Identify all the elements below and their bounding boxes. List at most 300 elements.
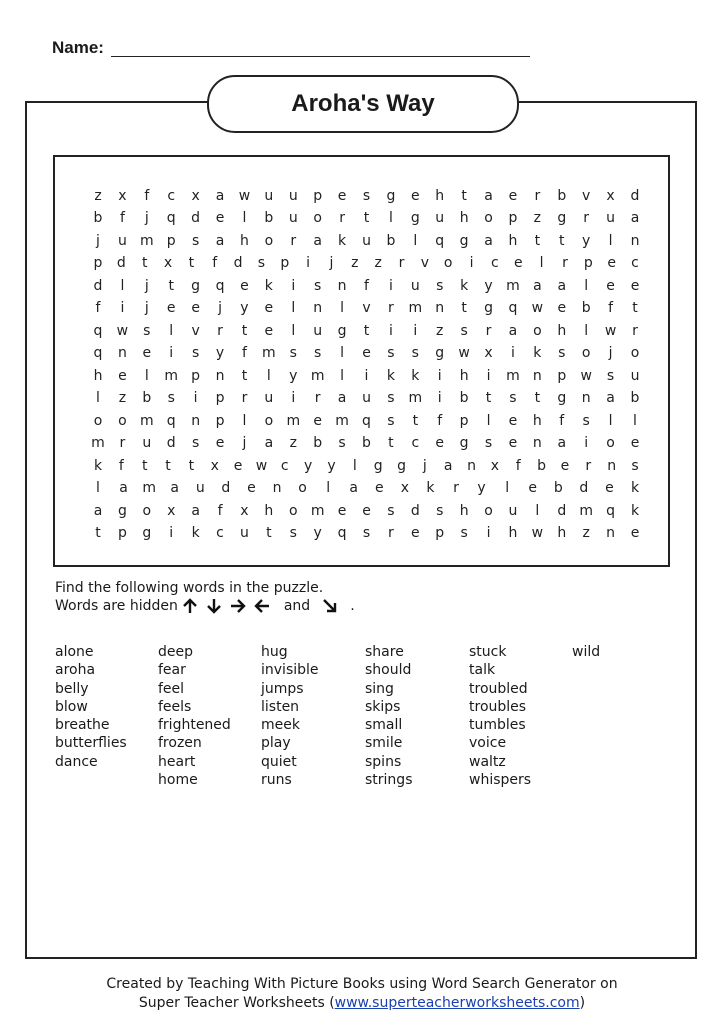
grid-letter[interactable]: e xyxy=(247,480,256,497)
grid-letter[interactable]: z xyxy=(436,322,444,339)
grid-letter[interactable]: i xyxy=(306,255,311,272)
grid-letter[interactable]: x xyxy=(210,457,219,474)
grid-letter[interactable]: c xyxy=(167,188,176,204)
grid-letter[interactable]: s xyxy=(460,525,468,542)
grid-letter[interactable]: s xyxy=(558,345,566,362)
grid-letter[interactable]: e xyxy=(630,435,640,452)
grid-letter[interactable]: u xyxy=(288,210,298,227)
grid-letter[interactable]: z xyxy=(533,210,542,227)
grid-letter[interactable]: m xyxy=(310,502,325,519)
grid-letter[interactable]: b xyxy=(630,390,640,407)
grid-letter[interactable]: s xyxy=(631,457,639,474)
grid-letter[interactable]: a xyxy=(170,480,179,497)
grid-letter[interactable]: k xyxy=(426,480,435,497)
grid-letter[interactable]: i xyxy=(388,277,393,294)
grid-letter[interactable]: o xyxy=(581,345,591,362)
grid-letter[interactable]: s xyxy=(338,435,346,452)
grid-letter[interactable]: g xyxy=(373,457,383,474)
grid-letter[interactable]: u xyxy=(508,502,518,519)
grid-letter[interactable]: a xyxy=(557,277,567,294)
grid-letter[interactable]: f xyxy=(212,255,218,272)
grid-letter[interactable]: b xyxy=(557,188,567,204)
grid-letter[interactable]: c xyxy=(280,457,289,474)
grid-letter[interactable]: e xyxy=(362,345,371,362)
grid-letter[interactable]: n xyxy=(532,367,542,384)
grid-letter[interactable]: e xyxy=(118,367,127,384)
grid-letter[interactable]: o xyxy=(264,412,274,429)
grid-letter[interactable]: m xyxy=(408,300,423,317)
grid-letter[interactable]: a xyxy=(484,232,493,249)
grid-letter[interactable]: o xyxy=(533,322,542,339)
grid-letter[interactable]: r xyxy=(241,390,248,407)
grid-letter[interactable]: j xyxy=(144,277,149,294)
grid-letter[interactable]: g xyxy=(557,390,567,407)
grid-letter[interactable]: n xyxy=(607,457,617,474)
grid-letter[interactable]: j xyxy=(242,435,247,452)
grid-letter[interactable]: h xyxy=(557,322,567,339)
grid-letter[interactable]: o xyxy=(142,502,152,519)
grid-letter[interactable]: l xyxy=(242,412,247,429)
grid-letter[interactable]: d xyxy=(191,210,201,227)
grid-letter[interactable]: y xyxy=(477,480,486,497)
grid-letter[interactable]: s xyxy=(167,390,175,407)
grid-letter[interactable]: e xyxy=(142,345,152,362)
grid-letter[interactable]: x xyxy=(606,188,615,204)
grid-letter[interactable]: b xyxy=(459,390,469,407)
grid-letter[interactable]: b xyxy=(537,457,547,474)
grid-letter[interactable]: z xyxy=(582,525,590,542)
grid-letter[interactable]: d xyxy=(93,277,103,294)
grid-letter[interactable]: h xyxy=(459,210,469,227)
grid-letter[interactable]: q xyxy=(93,322,103,339)
grid-letter[interactable]: g xyxy=(117,502,127,519)
grid-letter[interactable]: y xyxy=(240,300,249,317)
grid-letter[interactable]: p xyxy=(191,367,201,384)
grid-letter[interactable]: b xyxy=(553,480,563,497)
grid-letter[interactable]: z xyxy=(351,255,359,272)
grid-letter[interactable]: s xyxy=(460,322,468,339)
grid-letter[interactable]: s xyxy=(582,412,590,429)
grid-letter[interactable]: r xyxy=(388,300,394,317)
grid-letter[interactable]: h xyxy=(508,232,518,249)
grid-letter[interactable]: p xyxy=(280,255,290,272)
grid-letter[interactable]: e xyxy=(508,188,518,204)
grid-letter[interactable]: m xyxy=(579,502,593,519)
grid-letter[interactable]: m xyxy=(506,367,520,384)
grid-letter[interactable]: j xyxy=(96,232,100,249)
grid-letter[interactable]: a xyxy=(508,322,518,339)
grid-letter[interactable]: e xyxy=(435,435,445,452)
grid-letter[interactable]: m xyxy=(139,232,154,249)
grid-letter[interactable]: e xyxy=(215,210,225,227)
grid-letter[interactable]: q xyxy=(606,502,616,519)
grid-letter[interactable]: l xyxy=(96,480,100,497)
grid-letter[interactable]: a xyxy=(264,435,274,452)
grid-letter[interactable]: s xyxy=(362,525,371,542)
grid-letter[interactable]: e xyxy=(606,277,615,294)
grid-letter[interactable]: u xyxy=(288,188,298,204)
grid-letter[interactable]: i xyxy=(169,345,174,362)
grid-letter[interactable]: m xyxy=(262,345,276,362)
grid-letter[interactable]: l xyxy=(535,502,540,519)
grid-letter[interactable]: u xyxy=(195,480,205,497)
grid-letter[interactable]: k xyxy=(630,502,640,519)
grid-letter[interactable]: s xyxy=(411,345,419,362)
grid-letter[interactable]: l xyxy=(608,412,613,429)
grid-letter[interactable]: f xyxy=(95,300,101,317)
grid-letter[interactable]: i xyxy=(486,525,491,542)
grid-letter[interactable]: l xyxy=(584,277,589,294)
grid-letter[interactable]: u xyxy=(630,367,640,384)
grid-letter[interactable]: e xyxy=(508,435,518,452)
grid-letter[interactable]: w xyxy=(580,367,592,384)
grid-letter[interactable]: k xyxy=(93,457,103,474)
grid-letter[interactable]: f xyxy=(559,412,565,429)
grid-letter[interactable]: e xyxy=(362,502,371,519)
grid-letter[interactable]: e xyxy=(166,300,176,317)
grid-letter[interactable]: c xyxy=(411,435,420,452)
grid-letter[interactable]: s xyxy=(387,345,395,362)
grid-letter[interactable]: f xyxy=(217,502,223,519)
grid-letter[interactable]: t xyxy=(165,457,171,474)
grid-letter[interactable]: g xyxy=(459,435,469,452)
grid-letter[interactable]: n xyxy=(337,277,347,294)
grid-letter[interactable]: f xyxy=(364,277,369,294)
grid-letter[interactable]: q xyxy=(215,277,225,294)
grid-letter[interactable]: e xyxy=(560,457,570,474)
grid-letter[interactable]: a xyxy=(215,188,225,204)
grid-letter[interactable]: g xyxy=(410,210,420,227)
grid-letter[interactable]: l xyxy=(340,300,345,317)
grid-letter[interactable]: p xyxy=(583,255,593,272)
grid-letter[interactable]: o xyxy=(118,412,127,429)
grid-letter[interactable]: e xyxy=(630,277,640,294)
grid-letter[interactable]: u xyxy=(410,277,420,294)
grid-letter[interactable]: x xyxy=(490,457,500,474)
grid-letter[interactable]: e xyxy=(337,502,347,519)
grid-letter[interactable]: h xyxy=(508,525,518,542)
grid-letter[interactable]: a xyxy=(606,390,615,407)
grid-letter[interactable]: t xyxy=(141,457,148,474)
grid-letter[interactable]: t xyxy=(363,210,370,227)
grid-letter[interactable]: e xyxy=(264,322,274,339)
grid-letter[interactable]: s xyxy=(387,412,395,429)
grid-letter[interactable]: a xyxy=(630,210,640,227)
grid-letter[interactable]: a xyxy=(484,188,493,204)
grid-letter[interactable]: n xyxy=(606,525,616,542)
grid-letter[interactable]: t xyxy=(534,390,541,407)
grid-letter[interactable]: l xyxy=(608,232,613,249)
grid-letter[interactable]: e xyxy=(264,300,274,317)
grid-letter[interactable]: o xyxy=(443,255,453,272)
grid-letter[interactable]: n xyxy=(435,300,445,317)
grid-letter[interactable]: l xyxy=(291,322,296,339)
grid-letter[interactable]: m xyxy=(142,480,156,497)
grid-letter[interactable]: k xyxy=(533,345,542,362)
grid-letter[interactable]: s xyxy=(191,345,200,362)
grid-letter[interactable]: i xyxy=(364,367,369,384)
grid-letter[interactable]: a xyxy=(557,435,567,452)
grid-letter[interactable]: o xyxy=(606,435,615,452)
grid-letter[interactable]: e xyxy=(374,480,384,497)
grid-letter[interactable]: x xyxy=(163,255,173,272)
grid-letter[interactable]: t xyxy=(485,390,492,407)
grid-letter[interactable]: t xyxy=(188,457,195,474)
grid-letter[interactable]: b xyxy=(581,300,591,317)
grid-letter[interactable]: p xyxy=(435,525,445,542)
grid-letter[interactable]: r xyxy=(339,210,345,227)
grid-letter[interactable]: l xyxy=(340,367,345,384)
grid-letter[interactable]: u xyxy=(142,435,152,452)
grid-letter[interactable]: i xyxy=(291,277,296,294)
grid-letter[interactable]: u xyxy=(264,390,274,407)
grid-letter[interactable]: i xyxy=(437,367,442,384)
grid-letter[interactable]: p xyxy=(557,367,567,384)
grid-letter[interactable]: d xyxy=(116,255,126,272)
grid-letter[interactable]: k xyxy=(411,367,420,384)
grid-letter[interactable]: s xyxy=(143,322,151,339)
grid-letter[interactable]: y xyxy=(582,232,591,249)
grid-letter[interactable]: j xyxy=(422,457,427,474)
grid-letter[interactable]: b xyxy=(93,210,103,227)
grid-letter[interactable]: c xyxy=(631,255,639,272)
grid-letter[interactable]: n xyxy=(467,457,476,474)
grid-letter[interactable]: m xyxy=(506,277,520,294)
grid-letter[interactable]: c xyxy=(216,525,224,542)
grid-letter[interactable]: u xyxy=(313,322,323,339)
grid-letter[interactable]: f xyxy=(608,300,614,317)
grid-letter[interactable]: r xyxy=(290,232,297,249)
grid-letter[interactable]: w xyxy=(238,188,251,204)
grid-letter[interactable]: t xyxy=(241,322,248,339)
grid-letter[interactable]: j xyxy=(329,255,334,272)
grid-letter[interactable]: n xyxy=(272,480,282,497)
grid-letter[interactable]: s xyxy=(289,525,297,542)
grid-letter[interactable]: s xyxy=(289,345,297,362)
grid-letter[interactable]: n xyxy=(532,435,542,452)
grid-letter[interactable]: i xyxy=(388,322,393,339)
grid-letter[interactable]: i xyxy=(169,525,174,542)
grid-letter[interactable]: q xyxy=(93,345,103,362)
grid-letter[interactable]: b xyxy=(142,390,152,407)
grid-letter[interactable]: e xyxy=(411,188,420,204)
grid-letter[interactable]: g xyxy=(142,525,152,542)
grid-letter[interactable]: q xyxy=(508,300,518,317)
grid-letter[interactable]: o xyxy=(484,210,493,227)
grid-letter[interactable]: s xyxy=(314,345,322,362)
grid-letter[interactable]: l xyxy=(169,322,174,339)
grid-letter[interactable]: r xyxy=(585,457,592,474)
grid-letter[interactable]: w xyxy=(531,300,544,317)
grid-letter[interactable]: t xyxy=(188,255,195,272)
grid-letter[interactable]: e xyxy=(630,525,640,542)
grid-letter[interactable]: k xyxy=(460,277,469,294)
grid-letter[interactable]: v xyxy=(191,322,200,339)
grid-letter[interactable]: s xyxy=(314,277,322,294)
grid-letter[interactable]: a xyxy=(119,480,128,497)
grid-letter[interactable]: l xyxy=(266,367,271,384)
grid-letter[interactable]: h xyxy=(532,412,542,429)
grid-letter[interactable]: d xyxy=(166,435,176,452)
grid-letter[interactable]: j xyxy=(144,300,149,317)
grid-letter[interactable]: e xyxy=(411,525,420,542)
grid-letter[interactable]: d xyxy=(579,480,589,497)
grid-letter[interactable]: g xyxy=(459,232,469,249)
grid-letter[interactable]: a xyxy=(337,390,347,407)
grid-letter[interactable]: u xyxy=(240,525,249,542)
grid-letter[interactable]: r xyxy=(314,390,321,407)
grid-letter[interactable]: v xyxy=(582,188,591,204)
grid-letter[interactable]: y xyxy=(303,457,313,474)
grid-letter[interactable]: l xyxy=(388,210,393,227)
grid-letter[interactable]: i xyxy=(469,255,474,272)
grid-letter[interactable]: x xyxy=(400,480,409,497)
grid-letter[interactable]: f xyxy=(119,210,125,227)
grid-letter[interactable]: y xyxy=(484,277,493,294)
grid-letter[interactable]: t xyxy=(388,435,394,452)
grid-letter[interactable]: y xyxy=(313,525,322,542)
grid-letter[interactable]: r xyxy=(217,322,223,339)
grid-letter[interactable]: o xyxy=(484,502,493,519)
grid-letter[interactable]: r xyxy=(583,210,590,227)
grid-letter[interactable]: s xyxy=(436,502,444,519)
grid-letter[interactable]: w xyxy=(458,345,470,362)
grid-letter[interactable]: z xyxy=(289,435,297,452)
grid-letter[interactable]: p xyxy=(215,390,225,407)
grid-letter[interactable]: u xyxy=(362,232,371,249)
grid-letter[interactable]: h xyxy=(435,188,445,204)
grid-letter[interactable]: l xyxy=(633,412,637,429)
grid-letter[interactable]: x xyxy=(167,502,176,519)
grid-letter[interactable]: m xyxy=(164,367,179,384)
grid-letter[interactable]: n xyxy=(215,367,225,384)
grid-letter[interactable]: l xyxy=(352,457,357,474)
grid-letter[interactable]: n xyxy=(581,390,591,407)
grid-letter[interactable]: l xyxy=(340,345,345,362)
grid-letter[interactable]: k xyxy=(264,277,273,294)
grid-letter[interactable]: t xyxy=(266,525,272,542)
grid-letter[interactable]: i xyxy=(291,390,296,407)
grid-letter[interactable]: s xyxy=(362,188,371,204)
grid-letter[interactable]: e xyxy=(508,412,518,429)
grid-letter[interactable]: l xyxy=(539,255,544,272)
grid-letter[interactable]: g xyxy=(435,345,445,362)
grid-letter[interactable]: m xyxy=(91,435,105,452)
grid-letter[interactable]: p xyxy=(313,188,323,204)
grid-letter[interactable]: h xyxy=(264,502,274,519)
grid-letter[interactable]: r xyxy=(485,322,492,339)
grid-letter[interactable]: d xyxy=(221,480,231,497)
grid-letter[interactable]: e xyxy=(528,480,538,497)
grid-letter[interactable]: t xyxy=(168,277,174,294)
grid-letter[interactable]: p xyxy=(117,525,127,542)
grid-letter[interactable]: t xyxy=(363,322,370,339)
grid-letter[interactable]: e xyxy=(605,480,614,497)
grid-letter[interactable]: s xyxy=(257,255,266,272)
grid-letter[interactable]: l xyxy=(291,300,296,317)
grid-letter[interactable]: v xyxy=(362,300,371,317)
grid-letter[interactable]: o xyxy=(93,412,103,429)
grid-letter[interactable]: e xyxy=(313,412,322,429)
grid-letter[interactable]: l xyxy=(413,232,418,249)
grid-letter[interactable]: t xyxy=(412,412,419,429)
grid-letter[interactable]: t xyxy=(141,255,148,272)
grid-letter[interactable]: j xyxy=(218,300,222,317)
grid-letter[interactable]: v xyxy=(420,255,429,272)
grid-letter[interactable]: t xyxy=(461,188,467,204)
grid-letter[interactable]: s xyxy=(191,232,200,249)
grid-letter[interactable]: h xyxy=(459,502,469,519)
grid-letter[interactable]: e xyxy=(215,435,225,452)
grid-letter[interactable]: a xyxy=(349,480,358,497)
grid-letter[interactable]: l xyxy=(144,367,149,384)
grid-letter[interactable]: i xyxy=(437,390,442,407)
grid-letter[interactable]: d xyxy=(233,255,243,272)
grid-letter[interactable]: u xyxy=(117,232,127,249)
grid-letter[interactable]: l xyxy=(120,277,125,294)
grid-letter[interactable]: z xyxy=(374,255,382,272)
grid-letter[interactable]: i xyxy=(193,390,198,407)
grid-letter[interactable]: j xyxy=(144,210,149,227)
grid-letter[interactable]: g xyxy=(397,457,406,474)
grid-letter[interactable]: f xyxy=(437,412,443,429)
grid-letter[interactable]: i xyxy=(486,367,491,384)
grid-letter[interactable]: i xyxy=(511,345,515,362)
grid-letter[interactable]: x xyxy=(484,345,493,362)
grid-letter[interactable]: m xyxy=(286,412,301,429)
grid-letter[interactable]: b xyxy=(313,435,323,452)
grid-letter[interactable]: a xyxy=(215,232,225,249)
grid-letter[interactable]: z xyxy=(118,390,127,407)
grid-letter[interactable]: g xyxy=(337,322,347,339)
grid-letter[interactable]: o xyxy=(313,210,322,227)
grid-letter[interactable]: t xyxy=(632,300,638,317)
grid-letter[interactable]: p xyxy=(215,412,225,429)
grid-letter[interactable]: p xyxy=(459,412,469,429)
grid-letter[interactable]: k xyxy=(386,367,395,384)
grid-letter[interactable]: e xyxy=(240,277,249,294)
grid-letter[interactable]: w xyxy=(604,322,617,339)
footer-link[interactable]: www.superteacherworksheets.com xyxy=(334,995,580,1011)
grid-letter[interactable]: l xyxy=(326,480,331,497)
grid-letter[interactable]: x xyxy=(118,188,127,204)
grid-letter[interactable]: y xyxy=(327,457,336,474)
grid-letter[interactable]: r xyxy=(562,255,568,272)
grid-letter[interactable]: k xyxy=(630,480,640,497)
grid-letter[interactable]: a xyxy=(533,277,542,294)
grid-letter[interactable]: h xyxy=(459,367,469,384)
grid-letter[interactable]: b xyxy=(362,435,371,452)
grid-letter[interactable]: m xyxy=(408,390,423,407)
grid-letter[interactable]: a xyxy=(191,502,200,519)
grid-letter[interactable]: n xyxy=(117,345,127,362)
grid-letter[interactable]: o xyxy=(298,480,307,497)
grid-letter[interactable]: s xyxy=(606,367,615,384)
grid-letter[interactable]: a xyxy=(443,457,453,474)
grid-letter[interactable]: s xyxy=(191,435,200,452)
grid-letter[interactable]: t xyxy=(534,232,541,249)
grid-letter[interactable]: q xyxy=(166,412,176,429)
grid-letter[interactable]: f xyxy=(515,457,521,474)
grid-letter[interactable]: l xyxy=(505,480,510,497)
grid-letter[interactable]: p xyxy=(93,255,103,272)
grid-letter[interactable]: u xyxy=(264,188,274,204)
grid-letter[interactable]: b xyxy=(386,232,396,249)
grid-letter[interactable]: e xyxy=(607,255,616,272)
grid-letter[interactable]: r xyxy=(388,525,394,542)
grid-letter[interactable]: h xyxy=(240,232,249,249)
grid-letter[interactable]: a xyxy=(93,502,103,519)
